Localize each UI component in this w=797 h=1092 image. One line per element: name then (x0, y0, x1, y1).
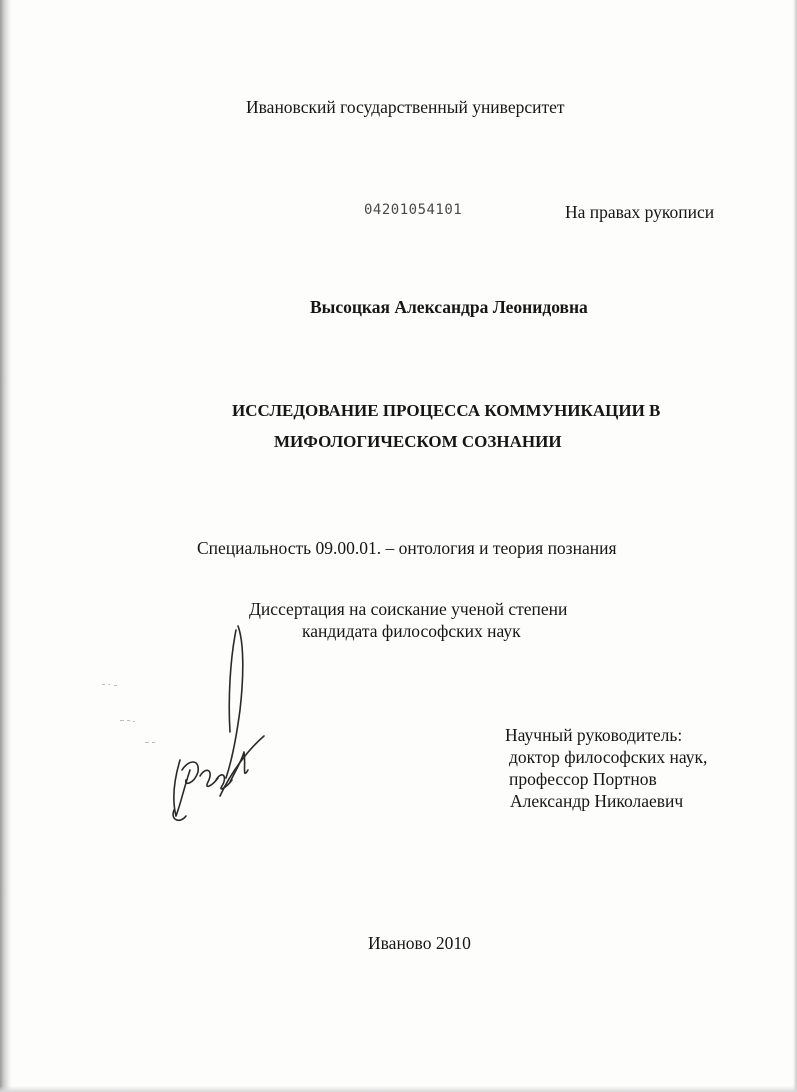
university-name: Ивановский государственный университет (246, 97, 565, 117)
advisor-degree: доктор философских наук, (509, 747, 708, 767)
specialty-line: Специальность 09.00.01. – онтология и теория познания (197, 538, 617, 558)
advisor-label: Научный руководитель: (505, 725, 683, 745)
degree-line-2: кандидата философских наук (302, 621, 521, 641)
advisor-full-name: Александр Николаевич (510, 791, 684, 811)
advisor-title-surname: профессор Портнов (509, 769, 657, 789)
scan-edge-shadow-bottom (0, 1086, 797, 1092)
degree-line-1: Диссертация на соискание ученой степени (249, 599, 568, 619)
dissertation-title-line-2: МИФОЛОГИЧЕСКОМ СОЗНАНИИ (274, 432, 562, 451)
manuscript-note: На правах рукописи (565, 202, 715, 222)
handwritten-signature (160, 620, 270, 830)
scan-edge-shadow-right (793, 0, 797, 1092)
author-name: Высоцкая Александра Леонидовна (310, 297, 588, 317)
city-and-year: Иваново 2010 (368, 933, 471, 953)
inventory-number-stamp: 04201054101 (364, 202, 463, 218)
scan-edge-shadow-left (0, 0, 12, 1092)
dissertation-title-line-1: ИССЛЕДОВАНИЕ ПРОЦЕССА КОММУНИКАЦИИ В (232, 401, 661, 420)
